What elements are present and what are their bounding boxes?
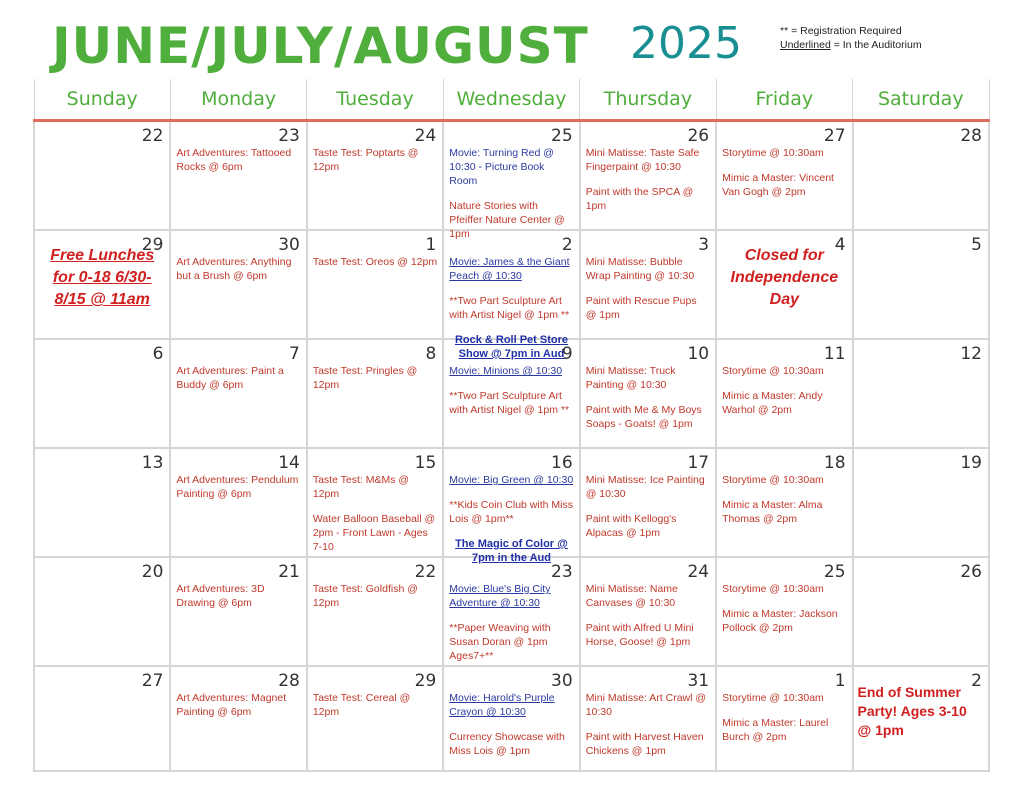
event-item: Movie: James & the Giant Peach @ 10:30 — [449, 256, 570, 282]
event-item: Mimic a Master: Alma Thomas @ 2pm — [722, 499, 823, 525]
weekday-thursday: Thursday — [580, 79, 716, 121]
event-item: Paint with Alfred U Mini Horse, Goose! @ 1pm — [585, 622, 694, 648]
event-item: Storytime @ 10:30am — [722, 583, 824, 595]
event-list — [176, 146, 300, 185]
event-item: Art Adventures: Magnet Painting @ 6pm — [176, 692, 287, 718]
event-item: Storytime @ 10:30am — [722, 692, 824, 704]
day-number: 2 — [971, 671, 982, 691]
day-cell — [716, 230, 852, 339]
event-item: Paint with Harvest Haven Chickens @ 1pm — [585, 731, 704, 757]
event-list — [176, 473, 300, 512]
day-cell — [34, 666, 170, 771]
event-list — [449, 364, 573, 428]
event-item: Mini Matisse: Bubble Wrap Painting @ 10:30 — [585, 256, 695, 282]
event-list — [176, 691, 300, 730]
day-number: 24 — [687, 562, 710, 582]
day-cell — [716, 339, 852, 448]
week-row — [34, 448, 989, 557]
event-list — [586, 255, 710, 333]
day-cell — [170, 557, 306, 666]
event-list — [313, 691, 437, 730]
day-number: 26 — [687, 126, 710, 146]
day-number: 5 — [971, 235, 982, 255]
day-cell — [443, 448, 579, 564]
event-list — [449, 691, 573, 769]
day-cell — [307, 557, 443, 666]
legend — [780, 24, 922, 52]
day-cell — [716, 557, 852, 666]
legend-registration: ** = Registration Required — [780, 25, 902, 37]
highlight-notice: Free Lunches for 0-18 6/30-8/15 @ 11am — [50, 247, 155, 308]
day-cell — [443, 557, 579, 666]
event-item: Mini Matisse: Ice Painting @ 10:30 — [585, 474, 705, 500]
day-cell — [853, 557, 989, 666]
day-cell — [716, 121, 852, 231]
day-number: 13 — [141, 453, 164, 473]
day-number: 30 — [278, 235, 300, 255]
event-list — [176, 582, 300, 621]
event-item: Art Adventures: Pendulum Painting @ 6pm — [176, 474, 299, 500]
event-item: **Paper Weaving with Susan Doran @ 1pm Ages7+** — [449, 622, 551, 662]
week-row — [34, 230, 989, 339]
event-item: Storytime @ 10:30am — [722, 474, 824, 486]
event-item: Movie: Minions @ 10:30 — [449, 365, 563, 377]
day-cell — [716, 666, 852, 771]
day-number: 15 — [414, 453, 437, 473]
event-item: Paint with Me & My Boys Soaps - Goats! @ 1pm — [585, 404, 702, 430]
day-number: 21 — [278, 562, 300, 582]
legend-auditorium — [780, 38, 922, 52]
event-item: Nature Stories with Pfeiffer Nature Center @ 1pm — [449, 200, 565, 240]
day-cell — [853, 666, 989, 771]
day-number: 6 — [152, 344, 164, 364]
day-number: 31 — [687, 671, 710, 691]
day-cell — [853, 339, 989, 448]
weekday-tuesday: Tuesday — [307, 79, 443, 121]
event-list — [586, 146, 710, 224]
day-number: 1 — [834, 671, 846, 691]
event-item: Storytime @ 10:30am — [722, 147, 824, 159]
day-number: 30 — [551, 671, 573, 691]
day-number: 14 — [278, 453, 300, 473]
day-number: 12 — [960, 344, 982, 364]
day-cell — [307, 666, 443, 771]
event-list — [586, 582, 710, 660]
day-number: 3 — [698, 235, 710, 255]
day-number: 24 — [414, 126, 437, 146]
event-item: Currency Showcase with Miss Lois @ 1pm — [449, 731, 565, 757]
day-number: 20 — [141, 562, 164, 582]
day-cell — [580, 339, 716, 448]
event-item: Mini Matisse: Truck Painting @ 10:30 — [585, 365, 676, 391]
day-cell — [307, 339, 443, 448]
week-row — [34, 557, 989, 666]
calendar-table — [33, 79, 990, 772]
event-list — [449, 582, 573, 674]
weekday-friday: Friday — [716, 79, 852, 121]
event-item: Taste Test: M&Ms @ 12pm — [312, 474, 410, 500]
event-item: Movie: Blue's Big City Adventure @ 10:30 — [449, 583, 551, 609]
event-list — [586, 473, 710, 551]
day-cell — [580, 448, 716, 557]
event-list — [313, 473, 437, 565]
day-cell — [443, 230, 579, 360]
day-number: 9 — [561, 344, 573, 364]
day-number: 23 — [551, 562, 573, 582]
day-number: 18 — [823, 453, 846, 473]
event-item: Taste Test: Pringles @ 12pm — [312, 365, 418, 391]
day-number: 27 — [141, 671, 164, 691]
event-item: Paint with Rescue Pups @ 1pm — [585, 295, 697, 321]
event-item: Art Adventures: Paint a Buddy @ 6pm — [176, 365, 284, 391]
day-number: 28 — [278, 671, 300, 691]
calendar-body — [34, 121, 989, 772]
event-item: Mini Matisse: Name Canvases @ 10:30 — [585, 583, 678, 609]
highlight-notice: Closed for Independence Day — [730, 247, 839, 308]
day-cell — [580, 557, 716, 666]
day-cell — [853, 230, 989, 339]
day-number: 16 — [551, 453, 573, 473]
day-number: 23 — [278, 126, 300, 146]
day-cell — [170, 666, 306, 771]
highlight-notice: End of Summer Party! Ages 3-10 @ 1pm — [857, 684, 967, 738]
day-number: 11 — [823, 344, 846, 364]
event-item: Art Adventures: Tattooed Rocks @ 6pm — [176, 147, 292, 173]
day-number: 26 — [960, 562, 982, 582]
day-number: 2 — [561, 235, 573, 255]
day-cell — [34, 121, 170, 231]
week-row — [34, 666, 989, 771]
event-list — [722, 473, 846, 537]
event-list — [722, 582, 846, 646]
legend-underlined-word: Underlined — [780, 39, 831, 51]
weekday-saturday: Saturday — [853, 79, 989, 121]
event-list — [722, 364, 846, 428]
event-list — [722, 146, 846, 210]
event-item: Movie: Harold's Purple Crayon @ 10:30 — [449, 692, 555, 718]
event-list — [313, 582, 437, 621]
event-item: Art Adventures: Anything but a Brush @ 6pm — [176, 256, 292, 282]
day-cell — [580, 230, 716, 339]
day-cell — [307, 448, 443, 557]
event-item: Mini Matisse: Taste Safe Fingerpaint @ 10:30 — [585, 147, 700, 173]
event-list — [722, 691, 846, 755]
day-number: 25 — [551, 126, 573, 146]
event-list — [586, 691, 710, 769]
event-item: Taste Test: Goldfish @ 12pm — [312, 583, 418, 609]
day-number: 28 — [960, 126, 982, 146]
event-item: Mini Matisse: Art Crawl @ 10:30 — [585, 692, 707, 718]
event-list — [313, 364, 437, 403]
event-item: Mimic a Master: Laurel Burch @ 2pm — [722, 717, 829, 743]
weekday-header-row — [34, 79, 989, 121]
calendar-year: 2025 — [630, 18, 742, 69]
day-number: 19 — [960, 453, 982, 473]
legend-auditorium-text: = In the Auditorium — [830, 39, 922, 51]
day-cell — [34, 230, 170, 339]
event-list — [176, 364, 300, 403]
event-item: Water Balloon Baseball @ 2pm - Front Lawn - Ages 7-10 — [312, 513, 436, 553]
week-row — [34, 121, 989, 231]
event-item: Paint with Kellogg's Alpacas @ 1pm — [585, 513, 677, 539]
event-item: Mimic a Master: Jackson Pollock @ 2pm — [722, 608, 838, 634]
event-item: Art Adventures: 3D Drawing @ 6pm — [176, 583, 265, 609]
day-cell — [170, 230, 306, 339]
event-item: **Kids Coin Club with Miss Lois @ 1pm** — [449, 499, 573, 525]
day-cell — [307, 121, 443, 231]
event-item: Movie: Big Green @ 10:30 — [449, 474, 574, 486]
weekday-wednesday: Wednesday — [443, 79, 579, 121]
day-number: 1 — [425, 235, 437, 255]
event-item: Taste Test: Oreos @ 12pm — [312, 256, 438, 268]
day-cell — [580, 666, 716, 771]
day-cell — [170, 448, 306, 557]
day-cell — [443, 666, 579, 771]
calendar-grid — [33, 79, 990, 773]
event-item: Taste Test: Poptarts @ 12pm — [312, 147, 419, 173]
event-item: **Two Part Sculpture Art with Artist Nigel @ 1pm ** — [449, 295, 570, 321]
day-cell — [853, 448, 989, 557]
day-cell — [34, 448, 170, 557]
week-row — [34, 339, 989, 448]
event-list — [313, 146, 437, 185]
day-cell — [34, 557, 170, 666]
day-cell — [853, 121, 989, 231]
day-number: 4 — [834, 235, 846, 255]
event-item: Taste Test: Cereal @ 12pm — [312, 692, 411, 718]
day-number: 17 — [687, 453, 710, 473]
day-number: 10 — [687, 344, 710, 364]
day-cell — [170, 121, 306, 231]
event-item: The Magic of Color @ 7pm in the Aud — [455, 538, 568, 564]
day-cell — [443, 339, 579, 448]
day-number: 22 — [414, 562, 437, 582]
event-item: **Two Part Sculpture Art with Artist Nigel @ 1pm ** — [449, 390, 570, 416]
day-cell — [307, 230, 443, 339]
day-number: 29 — [141, 235, 164, 255]
event-item: Rock & Roll Pet Store Show @ 7pm in Aud — [454, 334, 569, 360]
weekday-monday: Monday — [170, 79, 306, 121]
calendar-title: JUNE/JULY/AUGUST — [52, 17, 589, 75]
day-cell — [170, 339, 306, 448]
day-cell — [580, 121, 716, 231]
day-number: 29 — [414, 671, 437, 691]
day-cell — [443, 121, 579, 240]
event-item: Mimic a Master: Vincent Van Gogh @ 2pm — [722, 172, 834, 198]
day-number: 7 — [289, 344, 300, 364]
weekday-sunday: Sunday — [34, 79, 170, 121]
event-item: Storytime @ 10:30am — [722, 365, 824, 377]
day-number: 27 — [823, 126, 846, 146]
event-item: Movie: Turning Red @ 10:30 - Picture Book Room — [449, 147, 554, 187]
event-item: Paint with the SPCA @ 1pm — [585, 186, 694, 212]
day-number: 8 — [425, 344, 437, 364]
day-number: 25 — [823, 562, 846, 582]
event-item: Mimic a Master: Andy Warhol @ 2pm — [722, 390, 823, 416]
event-list — [313, 255, 437, 280]
day-number: 22 — [141, 126, 164, 146]
event-list — [586, 364, 710, 442]
day-cell — [716, 448, 852, 557]
event-list — [176, 255, 300, 294]
day-cell — [34, 339, 170, 448]
